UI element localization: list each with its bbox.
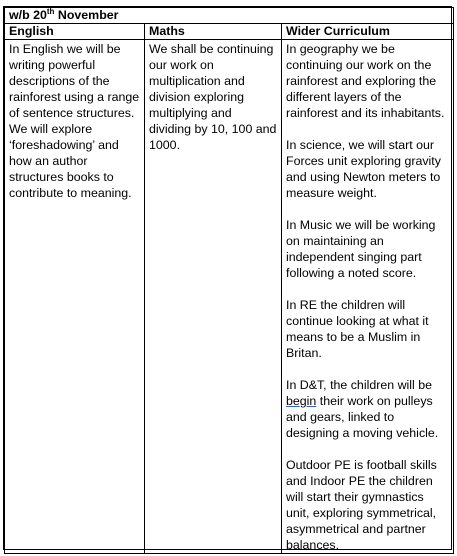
dt-text-start: In D&T, the children will be — [286, 378, 433, 392]
weekly-plan-table — [4, 7, 454, 554]
week-heading — [5, 8, 454, 24]
dt-underlined-word: begin — [286, 394, 317, 408]
re-paragraph: In RE the children will continue looking at what it means to be a Muslim in Britan. — [286, 298, 429, 360]
planning-table-frame — [3, 6, 452, 550]
week-row — [5, 8, 454, 24]
week-heading-date: w/b 20 — [9, 8, 47, 22]
maths-cell — [145, 40, 282, 554]
column-header-row — [5, 24, 454, 40]
wider-curriculum-cell — [282, 40, 454, 554]
week-heading-month: November — [54, 8, 119, 22]
column-header-english: English — [5, 24, 145, 40]
dt-paragraph — [286, 377, 449, 441]
science-paragraph: In science, we will start our Forces unit exploring gravity and using Newton meters to measure weight. — [286, 138, 441, 200]
music-paragraph: In Music we will be working on maintaining an independent singing part following a noted score. — [286, 218, 436, 280]
column-header-wider-curriculum: Wider Curriculum — [282, 24, 454, 40]
english-cell — [5, 40, 145, 554]
geography-paragraph: In geography we be continuing our work on the rainforest and exploring the different layers of the rainforest and its inhabitants. — [286, 42, 445, 120]
dt-text-end: their work on pulleys and gears, linked to designing a moving vehicle. — [286, 394, 439, 440]
week-heading-ordinal: th — [46, 6, 55, 16]
content-row — [5, 40, 454, 554]
maths-text: We shall be continuing our work on multiplication and division exploring multiplying and dividing by 10, 100 and 1000. — [149, 42, 277, 152]
pe-paragraph: Outdoor PE is football skills and Indoor PE the children will start their gymnastics unit, exploring symmetrical, asymmetrical and partner balances. — [286, 458, 437, 552]
column-header-maths: Maths — [145, 24, 282, 40]
english-text: In English we will be writing powerful descriptions of the rainforest using a range of sentence structures. We will explore ‘foreshadowing’ and how an author structures books to contribute to meaning. — [9, 42, 140, 200]
